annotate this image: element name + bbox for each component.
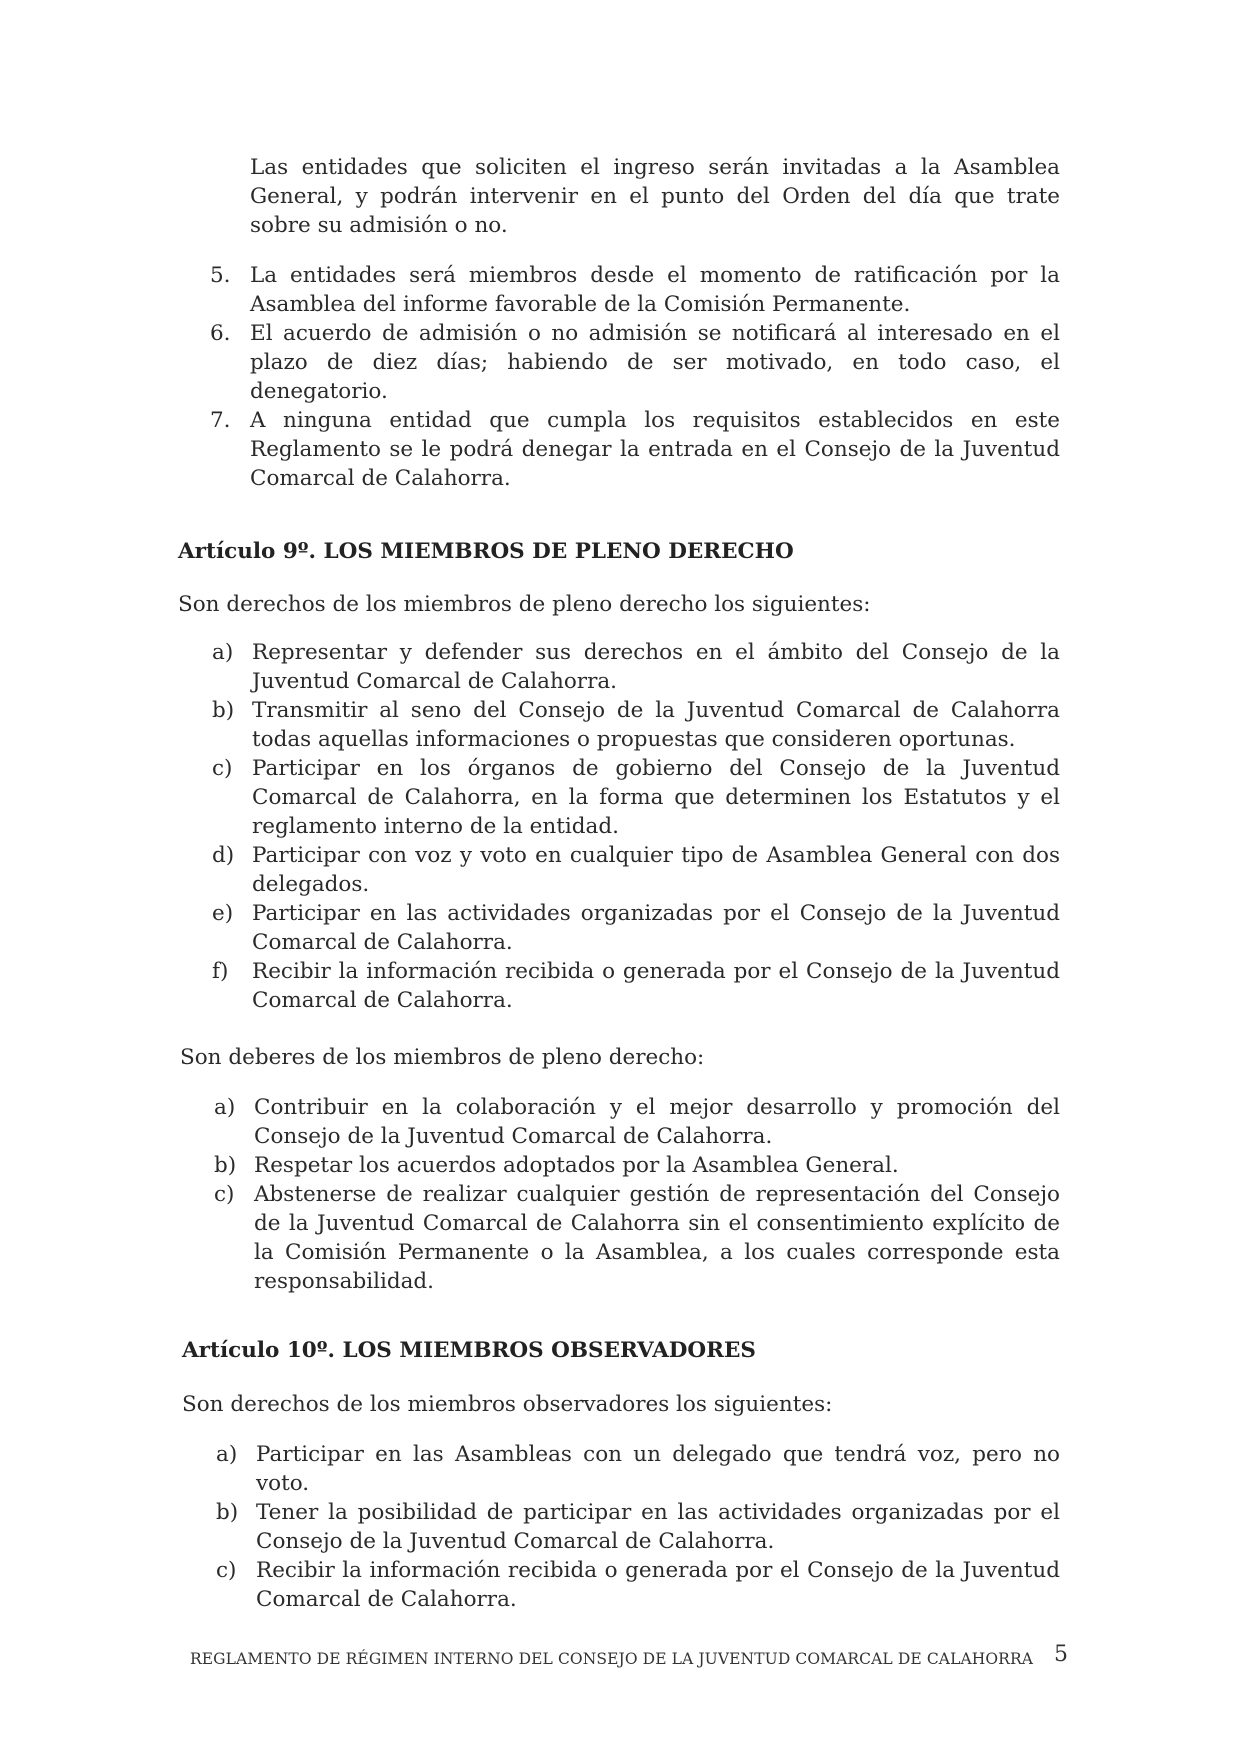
list-item bbox=[214, 1093, 1060, 1151]
list-item-text: Tener la posibilidad de participar en las actividades organizadas por el Consejo de la Juventud Comarcal de Calahorra. bbox=[256, 1500, 1060, 1554]
list-marker: e) bbox=[212, 901, 234, 926]
list-item bbox=[212, 899, 1060, 957]
list-marker: c) bbox=[216, 1558, 237, 1583]
list-item-text: Participar en los órganos de gobierno del Consejo de la Juventud Comarcal de Calahorra, en la forma que determinen los Estatutos y el reglamento interno de la entidad. bbox=[252, 756, 1060, 839]
list-marker: c) bbox=[214, 1182, 235, 1207]
list-marker: a) bbox=[216, 1442, 238, 1467]
list-item bbox=[212, 754, 1060, 841]
article-9-rights-intro: Son derechos de los miembros de pleno derecho los siguientes: bbox=[178, 592, 871, 617]
list-marker: 6. bbox=[210, 321, 231, 346]
list-item bbox=[216, 1440, 1060, 1498]
list-item bbox=[214, 1180, 1060, 1296]
list-item bbox=[212, 638, 1060, 696]
article-9-duties-intro: Son deberes de los miembros de pleno derecho: bbox=[180, 1045, 705, 1070]
list-item bbox=[216, 1498, 1060, 1556]
list-item bbox=[210, 319, 1060, 406]
list-item bbox=[216, 1556, 1060, 1614]
list-item-text: Participar en las Asambleas con un delegado que tendrá voz, pero no voto. bbox=[256, 1442, 1060, 1496]
list-item bbox=[210, 406, 1060, 493]
footer-title: REGLAMENTO DE RÉGIMEN INTERNO DEL CONSEJO DE LA JUVENTUD COMARCAL DE CALAHORRA bbox=[190, 1650, 1034, 1668]
article-9-duties-list bbox=[214, 1093, 1060, 1296]
list-marker: a) bbox=[212, 640, 234, 665]
list-item bbox=[210, 261, 1060, 319]
list-item bbox=[214, 1151, 1060, 1180]
list-marker: b) bbox=[216, 1500, 239, 1525]
list-item-text: Representar y defender sus derechos en el ámbito del Consejo de la Juventud Comarcal de Calahorra. bbox=[252, 640, 1060, 694]
article-10-rights-intro: Son derechos de los miembros observadores los siguientes: bbox=[182, 1392, 833, 1417]
list-marker: a) bbox=[214, 1095, 236, 1120]
list-item bbox=[212, 841, 1060, 899]
article-9-heading: Artículo 9º. LOS MIEMBROS DE PLENO DERECHO bbox=[178, 539, 794, 564]
list-item-text: La entidades será miembros desde el momento de ratificación por la Asamblea del informe favorable de la Comisión Permanente. bbox=[250, 263, 1060, 317]
list-item-text: Participar con voz y voto en cualquier tipo de Asamblea General con dos delegados. bbox=[252, 843, 1060, 897]
list-item bbox=[212, 696, 1060, 754]
list-item-text: Respetar los acuerdos adoptados por la Asamblea General. bbox=[254, 1153, 899, 1178]
list-marker: 7. bbox=[210, 408, 231, 433]
list-item-text: Transmitir al seno del Consejo de la Juventud Comarcal de Calahorra todas aquellas informaciones o propuestas que consideren oportunas. bbox=[252, 698, 1060, 752]
list-item-text: Participar en las actividades organizadas por el Consejo de la Juventud Comarcal de Calahorra. bbox=[252, 901, 1060, 955]
list-item-text: Recibir la información recibida o generada por el Consejo de la Juventud Comarcal de Calahorra. bbox=[256, 1558, 1060, 1612]
list-item bbox=[212, 957, 1060, 1015]
numbered-list bbox=[210, 261, 1060, 493]
list-item-text: El acuerdo de admisión o no admisión se notificará al interesado en el plazo de diez días; habiendo de ser motivado, en todo caso, el denegatorio. bbox=[250, 321, 1060, 404]
list-marker: b) bbox=[214, 1153, 237, 1178]
list-marker: c) bbox=[212, 756, 233, 781]
intro-paragraph: Las entidades que soliciten el ingreso serán invitadas a la Asamblea General, y podrán intervenir en el punto del Orden del día que trate sobre su admisión o no. bbox=[250, 155, 1060, 238]
list-item-text: Recibir la información recibida o generada por el Consejo de la Juventud Comarcal de Calahorra. bbox=[252, 959, 1060, 1013]
list-marker: b) bbox=[212, 698, 235, 723]
page-number: 5 bbox=[1054, 1642, 1068, 1667]
article-9-rights-list bbox=[212, 638, 1060, 1015]
article-10-rights-list bbox=[216, 1440, 1060, 1614]
list-item-text: Contribuir en la colaboración y el mejor desarrollo y promoción del Consejo de la Juventud Comarcal de Calahorra. bbox=[254, 1095, 1060, 1149]
list-item-text: A ninguna entidad que cumpla los requisitos establecidos en este Reglamento se le podrá denegar la entrada en el Consejo de la Juventud Comarcal de Calahorra. bbox=[250, 408, 1060, 491]
list-marker: f) bbox=[212, 959, 229, 984]
article-10-heading: Artículo 10º. LOS MIEMBROS OBSERVADORES bbox=[182, 1338, 756, 1363]
list-marker: 5. bbox=[210, 263, 231, 288]
list-marker: d) bbox=[212, 843, 235, 868]
list-item-text: Abstenerse de realizar cualquier gestión de representación del Consejo de la Juventud Comarcal de Calahorra sin el consentimiento explícito de la Comisión Permanente o la Asamblea, a los cuales corresponde esta responsabilidad. bbox=[254, 1182, 1060, 1294]
